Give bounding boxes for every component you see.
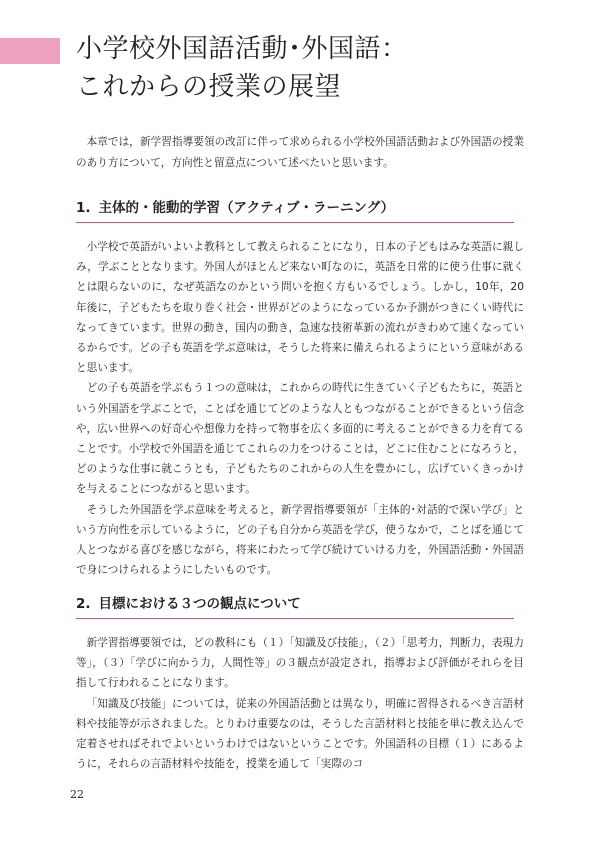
chapter-title-line-2: これからの授業の展望 xyxy=(76,72,342,102)
page-number: 22 xyxy=(70,788,84,801)
section-heading-2 xyxy=(76,594,514,619)
section-number: 1. xyxy=(76,200,91,216)
section-title: 主体的・能動的学習（アクティブ・ラーニング） xyxy=(98,200,395,216)
body-paragraph: そうした外国語を学ぶ意味を考えると，新学習指導要領が「主体的･対話的で深い学び」という方向性を示しているように，どの子も自分から英語を学び，使うなかで，ことばを通じて人とつながる喜びを感じながら，将来にわたって学び続けていける力を，外国語活動・外国語で身につけられるようにしたいものです。 xyxy=(76,503,524,577)
body-paragraph: どの子も英語を学ぶもう１つの意味は，これからの時代に生きていく子どもたちに，英語という外国語を学ぶことで，ことばを通じてどのような人ともつながることができるという信念や，広い世界への好奇心や想像力を持って物事を広く多面的に考えることができる力を育てることです。小学校で外国語を通じてこれらの力をつけることは，どこに住むことになろうと，どのような仕事に就こうとも，子どもたちのこれからの人生を豊かにし，広げていくきっかけを与えることにつながると思います。 xyxy=(76,382,524,496)
section-heading-1 xyxy=(76,198,514,223)
intro-paragraph: 本章では，新学習指導要領の改訂に伴って求められる小学校外国語活動および外国語の授業のあり方について，方向性と留意点について述べたいと思います。 xyxy=(76,136,524,169)
body-paragraph: 新学習指導要領では，どの教科にも（１）「知識及び技能」，（２）「思考力，判断力，表現力等」，（３）「学びに向かう力，人間性等」の３観点が設定され，指導および評価がそれらを目指して行われることになります。 xyxy=(76,637,524,690)
section-body-1 xyxy=(76,237,524,580)
section-title: 目標における３つの観点について xyxy=(98,596,301,612)
body-paragraph: 小学校で英語がいよいよ教科として教えられることになり，日本の子どもはみな英語に親しみ，学ぶこととなります。外国人がほとんど来ない町なのに，英語を日常的に使う仕事に就くとは限らないのに，なぜ英語なのかという問いを抱く方もいるでしょう。しかし，10年，20年後に，子どもたちを取り巻く社会・世界がどのようになっているか予測がつきにくい時代になってきています。世界の動き，国内の動き，急速な技術革新の流れがきわめて速くなっているからです。どの子も英語を学ぶ意味は，そうした将来に備えられるようにという意味があると思います。 xyxy=(76,241,524,375)
body-paragraph: 「知識及び技能」については，従来の外国語活動とは異なり，明確に習得されるべき言語材料や技能等が示されました。とりわけ重要なのは，そうした言語材料と技能を単に教え込んで定着させればそれでよいというわけではないということです。外国語科の目標（１）にあるように，それらの言語材料や技能を，授業を通して「実際のコ xyxy=(76,697,524,771)
chapter-title-line-1: 小学校外国語活動･外国語： xyxy=(76,34,408,64)
section-body-2 xyxy=(76,633,524,774)
chapter-title xyxy=(76,30,408,106)
section-number: 2. xyxy=(76,596,91,612)
chapter-tab-marker xyxy=(0,38,60,64)
